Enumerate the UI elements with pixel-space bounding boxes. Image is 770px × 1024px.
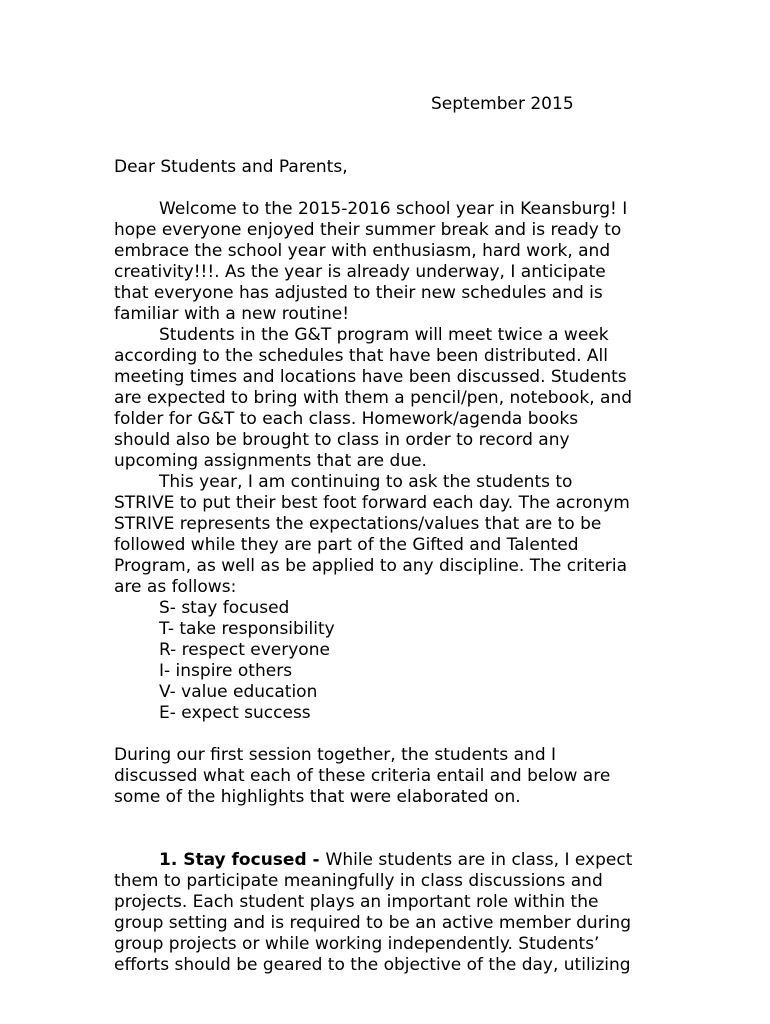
paragraph-line: them to participate meaningfully in class discussions and [114,871,603,891]
paragraph-first-session [114,745,674,808]
paragraph-line: discussed what each of these criteria entail and below are [114,766,611,786]
paragraph-line: are as follows: [114,577,237,597]
strive-list [114,598,674,724]
salutation: Dear Students and Parents, [114,157,348,177]
letter-body [114,157,674,976]
paragraph-line: projects. Each student plays an important role within the [114,892,599,912]
paragraph-line: according to the schedules that have been distributed. All [114,346,608,366]
paragraph-line: embrace the school year with enthusiasm, hard work, and [114,241,611,261]
spacer [114,724,674,745]
paragraph-line: group setting and is required to be an active member during [114,913,631,933]
paragraph-schedule [114,325,674,472]
paragraph-line: followed while they are part of the Gifted and Talented [114,535,579,555]
paragraph-line: should also be brought to class in order to record any [114,430,570,450]
paragraph-line: STRIVE represents the expectations/values that are to be [114,514,602,534]
letter-date: September 2015 [431,94,574,114]
paragraph-line: Program, as well as be applied to any discipline. The criteria [114,556,628,576]
paragraph-line: some of the highlights that were elaborated on. [114,787,521,807]
list-item: I- inspire others [159,661,293,681]
paragraph-line: Students in the G&T program will meet twice a week [159,325,609,345]
paragraph-line: efforts should be geared to the objective of the day, utilizing [114,955,631,975]
list-item: R- respect everyone [159,640,330,660]
paragraph-line: meeting times and locations have been discussed. Students [114,367,627,387]
paragraph-line: This year, I am continuing to ask the students to [159,472,573,492]
list-item: T- take responsibility [159,619,335,639]
paragraph-line: that everyone has adjusted to their new schedules and is [114,283,603,303]
paragraph-line: folder for G&T to each class. Homework/agenda books [114,409,579,429]
spacer [114,178,674,199]
criteria-item-stay-focused [114,850,674,976]
paragraph-line: STRIVE to put their best foot forward each day. The acronym [114,493,630,513]
criteria-heading: . Stay focused - [170,850,326,870]
paragraph-welcome [114,199,674,325]
list-item: S- stay focused [159,598,290,618]
paragraph-line: During our first session together, the students and I [114,745,557,765]
paragraph-line: are expected to bring with them a pencil/pen, notebook, and [114,388,633,408]
criteria-number: 1 [159,850,171,870]
paragraph-line: hope everyone enjoyed their summer break and is ready to [114,220,622,240]
list-item: V- value education [159,682,318,702]
paragraph-strive [114,472,674,598]
paragraph-line: familiar with a new routine! [114,304,350,324]
paragraph-line: group projects or while working independently. Students’ [114,934,600,954]
criteria-first-line [114,850,674,871]
paragraph-line: creativity!!!. As the year is already underway, I anticipate [114,262,606,282]
spacer [114,808,674,850]
paragraph-line: upcoming assignments that are due. [114,451,427,471]
criteria-text: While students are in class, I expect [325,850,633,870]
paragraph-line: Welcome to the 2015-2016 school year in Keansburg! I [159,199,628,219]
list-item: E- expect success [159,703,311,723]
